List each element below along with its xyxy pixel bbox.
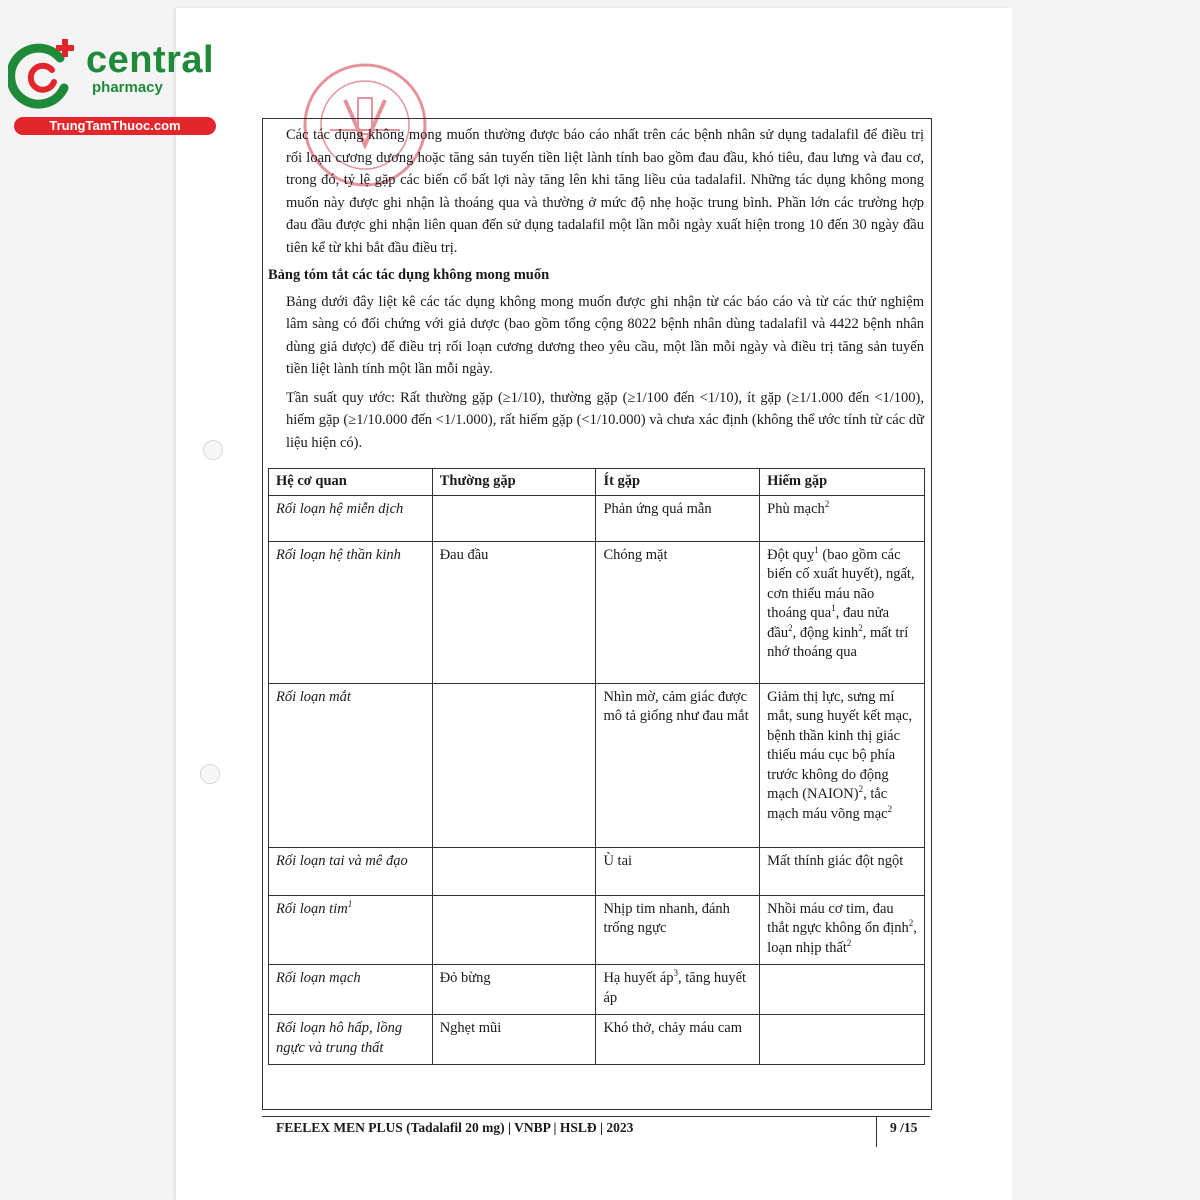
table-cell: Nhịp tim nhanh, đánh trống ngực bbox=[596, 895, 760, 965]
table-row bbox=[269, 541, 925, 683]
table-cell: Nhồi máu cơ tim, đau thắt ngực không ổn định$^2$, loạn nhịp thất$^2$ bbox=[760, 895, 925, 965]
table-cell: Rối loạn hệ miễn dịch bbox=[269, 495, 433, 541]
logo-subtitle: pharmacy bbox=[92, 79, 163, 96]
table-cell bbox=[432, 495, 596, 541]
table-row bbox=[269, 895, 925, 965]
table-row bbox=[269, 683, 925, 847]
table-cell: Khó thở, chảy máu cam bbox=[596, 1015, 760, 1065]
intro-paragraph: Các tác dụng không mong muốn thường được báo cáo nhất trên các bệnh nhân sử dụng tadalafil để điều trị rối loạn cương dương hoặc tăng sản tuyến tiền liệt lành tính bao gồm đau đầu, khó tiêu, đau lưng và đau cơ, trong đó, tỷ lệ gặp các biến cố bất lợi này tăng lên khi tăng liều của tadalafil. Những tác dụng không mong muốn này được ghi nhận là thoáng qua và thường ở mức độ nhẹ hoặc trung bình. Phần lớn các trường hợp đau đầu được ghi nhận liên quan đến sử dụng tadalafil một lần mỗi ngày xuất hiện trong 10 đến 30 ngày đầu tiên kể từ khi bắt đầu điều trị. bbox=[286, 127, 924, 256]
logo-url-badge: TrungTamThuoc.com bbox=[14, 117, 216, 135]
table-cell: Rối loạn mắt bbox=[269, 683, 433, 847]
punch-hole bbox=[200, 764, 220, 784]
table-row bbox=[269, 965, 925, 1015]
table-cell bbox=[432, 683, 596, 847]
table-cell bbox=[432, 847, 596, 895]
table-cell: Rối loạn tim$^1$ bbox=[269, 895, 433, 965]
header-uncommon: Ít gặp bbox=[596, 469, 760, 496]
table-cell: Rối loạn mạch bbox=[269, 965, 433, 1015]
table-cell: Rối loạn tai và mê đạo bbox=[269, 847, 433, 895]
footer-document-title: FEELEX MEN PLUS (Tadalafil 20 mg) | VNBP | HSLĐ | 2023 bbox=[276, 1120, 634, 1135]
table-cell: Hạ huyết $áp^3$, tăng huyết áp bbox=[596, 965, 760, 1015]
section-heading: Bảng tóm tắt các tác dụng không mong muốn bbox=[268, 267, 550, 283]
table-cell: Rối loạn hô hấp, lồng ngực và trung thất bbox=[269, 1015, 433, 1065]
footer-separator bbox=[876, 1117, 877, 1147]
logo-brand-name: central bbox=[86, 39, 215, 81]
central-pharmacy-logo bbox=[8, 36, 218, 136]
table-cell: Nhìn mờ, cảm giác được mô tả giống như đau mắt bbox=[596, 683, 760, 847]
header-organ-system: Hệ cơ quan bbox=[269, 469, 433, 496]
table-cell: Mất thính giác đột ngột bbox=[760, 847, 925, 895]
table-cell: Đỏ bừng bbox=[432, 965, 596, 1015]
table-cell: Ù tai bbox=[596, 847, 760, 895]
table-cell: Chóng mặt bbox=[596, 541, 760, 683]
table-cell: Phù mạch$^2$ bbox=[760, 495, 925, 541]
frequency-paragraph: Tần suất quy ước: Rất thường gặp (≥1/10), thường gặp (≥1/100 đến <1/10), ít gặp (≥1/1.000 đến <1/100), hiếm gặp (≥1/10.000 đến <1/1.000), rất hiếm gặp (<1/10.000) và chưa xác định (không thể ước tính từ các dữ liệu hiện có). bbox=[286, 389, 924, 451]
table-cell: Phản ứng quá mẫn bbox=[596, 495, 760, 541]
table-row bbox=[269, 847, 925, 895]
summary-paragraph: Bảng dưới đây liệt kê các tác dụng không mong muốn được ghi nhận từ các báo cáo và từ các thử nghiệm lâm sàng có đối chứng với giả dược (bao gồm tổng cộng 8022 bệnh nhân dùng tadalafil và 4422 bệnh nhân dùng giả dược) để điều trị rối loạn cương dương theo yêu cầu, một lần mỗi ngày và điều trị tăng sản tuyến tiền liệt lành tính một lần mỗi ngày. bbox=[286, 293, 924, 377]
table-cell: Rối loạn hệ thần kinh bbox=[269, 541, 433, 683]
table-cell: Đau đầu bbox=[432, 541, 596, 683]
adverse-effects-table bbox=[268, 468, 925, 1065]
footer-page-number: 9 /15 bbox=[890, 1120, 918, 1135]
table-cell bbox=[432, 895, 596, 965]
main-content bbox=[268, 124, 924, 454]
table-cell: Nghẹt mũi bbox=[432, 1015, 596, 1065]
table-header-row bbox=[269, 469, 925, 496]
punch-hole bbox=[203, 440, 223, 460]
table-row bbox=[269, 1015, 925, 1065]
footer-divider bbox=[262, 1116, 930, 1117]
header-common: Thường gặp bbox=[432, 469, 596, 496]
logo-mark-icon bbox=[8, 36, 80, 112]
table-cell: Đột quỵ$^1$ (bao gồm các biến cố xuất huyết), ngất, cơn thiếu máu não thoáng qua$^1$, đau nửa đầu$^2$, động kinh$^2$, mất trí nhớ thoáng qua bbox=[760, 541, 925, 683]
table-row bbox=[269, 495, 925, 541]
table-cell: Giảm thị lực, sưng mí mắt, sung huyết kết mạc, bệnh thần kinh thị giác thiếu máu cục bộ phía trước không do động mạch (NAION)$^2$, tắc mạch máu võng mạc$^2$ bbox=[760, 683, 925, 847]
header-rare: Hiếm gặp bbox=[760, 469, 925, 496]
table-cell bbox=[760, 965, 925, 1015]
table-cell bbox=[760, 1015, 925, 1065]
